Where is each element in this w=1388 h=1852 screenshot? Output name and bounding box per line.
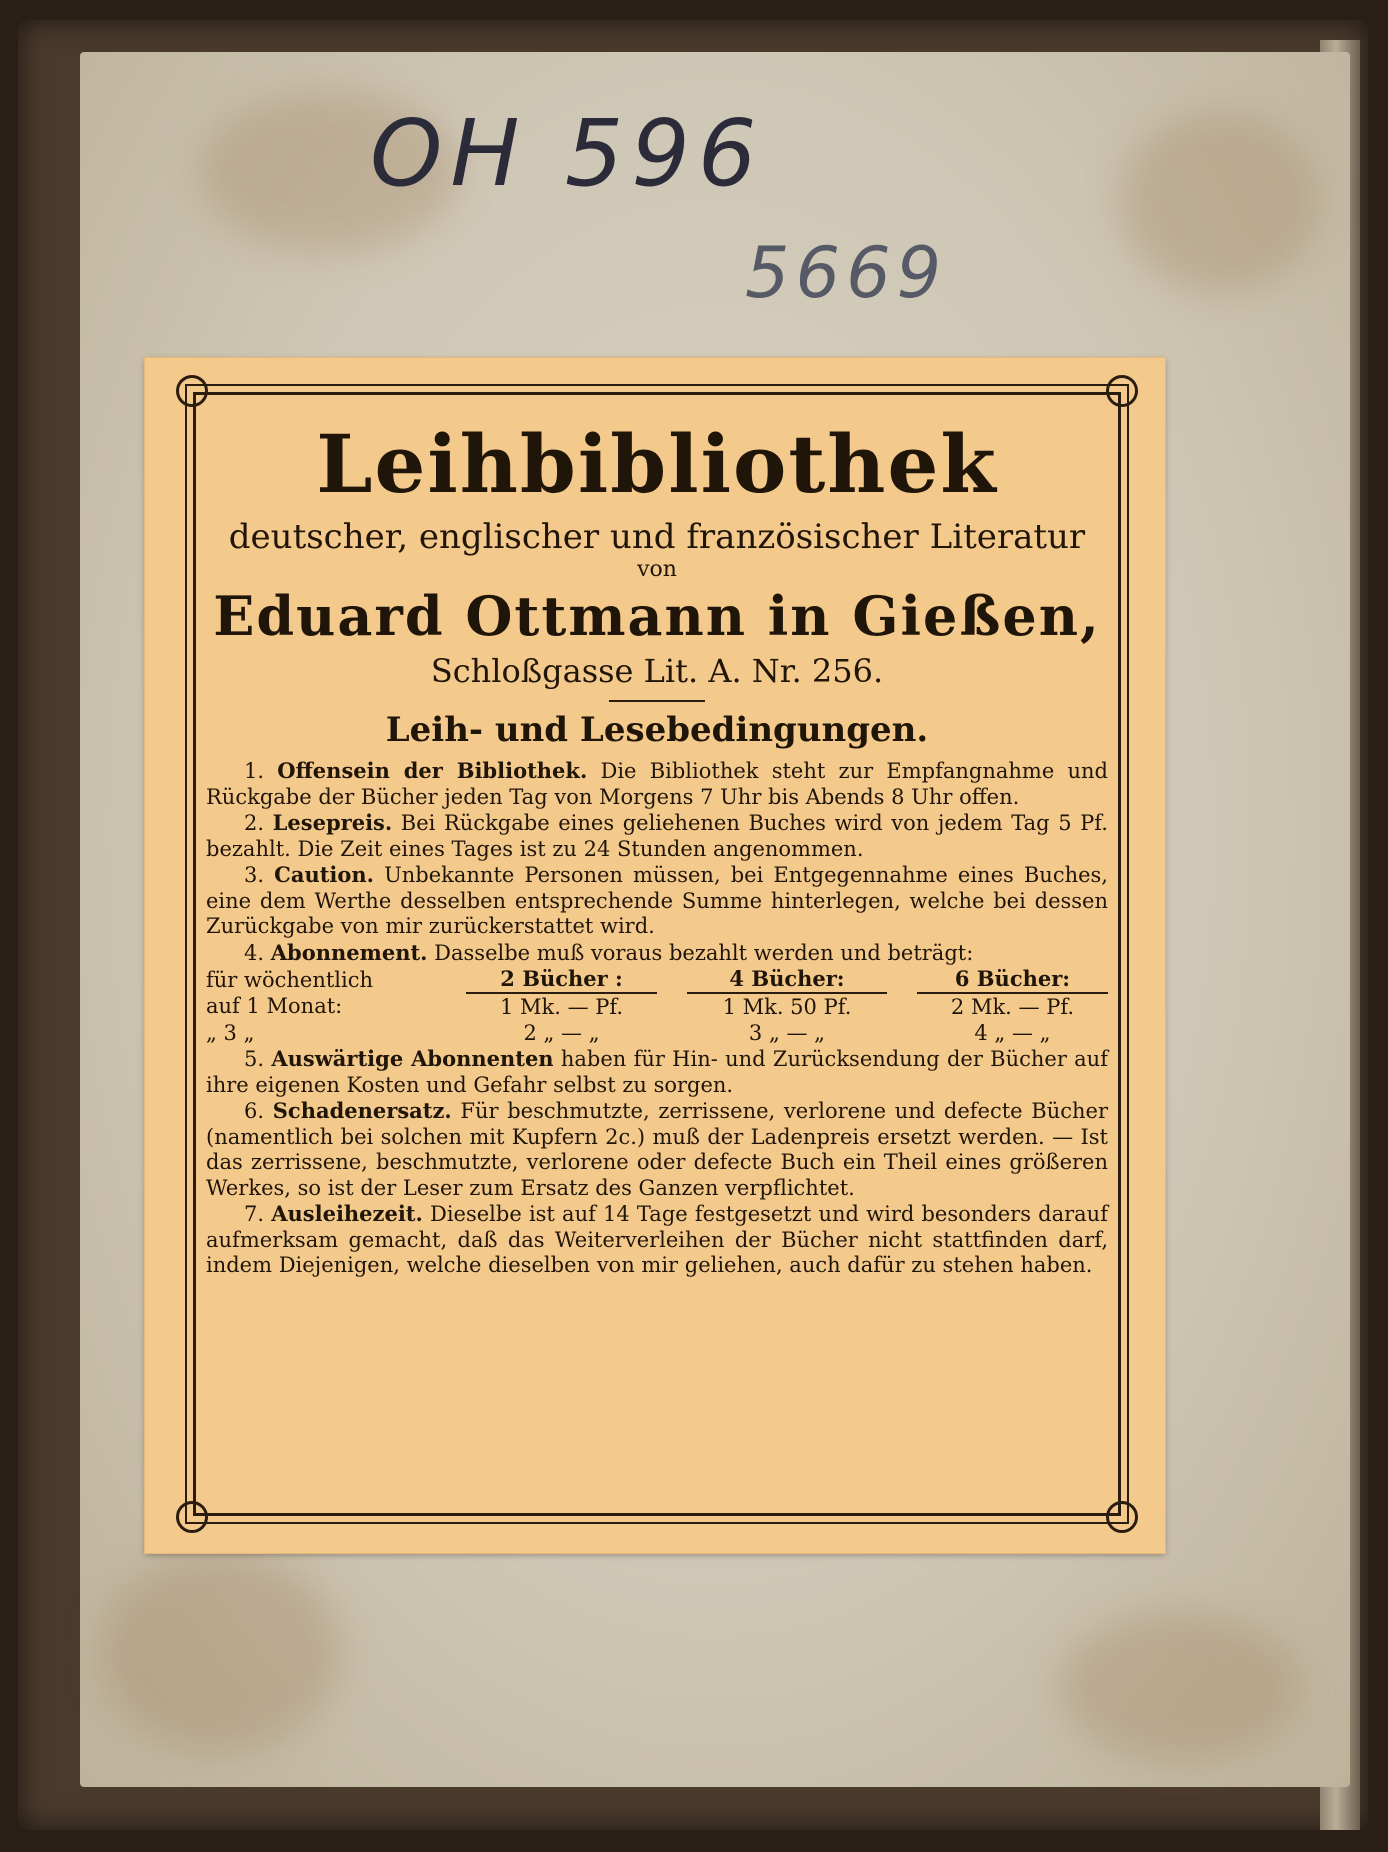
fee-cell: 4 „ — „ — [974, 1021, 1051, 1045]
handwritten-accession-number: 5669 — [745, 232, 948, 314]
fee-table-column-header: 2 Bücher : — [466, 966, 657, 993]
label-owner: Eduard Ottmann in Gießen, — [213, 584, 1101, 648]
paper-stain — [1060, 1612, 1300, 1762]
fee-table-column-header: 6 Bücher: — [917, 966, 1108, 993]
subscription-fee-table — [206, 966, 1108, 1046]
library-label — [145, 358, 1165, 1553]
table-row — [206, 1020, 1108, 1046]
conditions-heading: Leih- und Lesebedingungen. — [385, 710, 929, 750]
fee-cell: 2 „ — „ — [523, 1021, 600, 1045]
condition-section-4: 4. Abonnement. Dasselbe muß voraus bezahlt werden und beträgt: — [244, 939, 974, 965]
frame-corner-ornament — [176, 375, 208, 407]
condition-section-6: 6. Schadenersatz. Für beschmutzte, zerrissene, verlorene und defecte Bücher (namentlich bei solchen mit Kupfern 2c.) muß der Ladenpreis ersetzt werden. — Ist das zerrissene, beschmutzte, verlorene oder defecte Buch ein Theil eines größeren Werkes, so ist der Leser zum Ersatz des Ganzen verpflichtet. — [206, 1098, 1108, 1200]
fee-cell: 1 Mk. 50 Pf. — [722, 995, 852, 1019]
frame-corner-ornament — [1106, 1501, 1138, 1533]
label-von: von — [637, 557, 677, 582]
condition-section-5: 5. Auswärtige Abonnenten haben für Hin- und Zurücksendung der Bücher auf ihre eigenen Kosten und Gefahr selbst zu sorgen. — [206, 1046, 1108, 1097]
fee-cell: 3 „ — „ — [748, 1021, 826, 1045]
paper-stain — [1120, 112, 1320, 292]
fee-row-label: „ 3 „ — [206, 1021, 255, 1045]
paper-stain — [100, 1552, 340, 1752]
frame-corner-ornament — [176, 1501, 208, 1533]
divider-rule — [609, 700, 705, 702]
fee-cell: 1 Mk. — Pf. — [499, 995, 624, 1019]
label-content — [206, 413, 1108, 1279]
label-subtitle: deutscher, englischer und französischer Literatur — [228, 517, 1086, 557]
handwritten-shelfmark: OH 596 — [370, 100, 765, 207]
label-title: Leihbibliothek — [316, 417, 998, 511]
table-row — [206, 993, 1108, 1020]
fee-table-column-header: 4 Bücher: — [687, 966, 887, 993]
condition-section-7: 7. Ausleihezeit. Dieselbe ist auf 14 Tage festgesetzt und wird besonders darauf aufmerksam gemacht, daß das Weiterverleihen der Bücher nicht stattfinden darf, indem Diejenigen, welche dieselben von mir geliehen, auch dafür zu stehen haben. — [206, 1201, 1108, 1277]
condition-section-1: 1. Offensein der Bibliothek. Die Bibliothek steht zur Empfangnahme und Rückgabe der Bücher jeden Tag von Morgens 7 Uhr bis Abends 8 Uhr offen. — [206, 758, 1108, 809]
fee-row-label: auf 1 Monat: — [206, 994, 343, 1018]
frame-corner-ornament — [1106, 375, 1138, 407]
ornamental-frame — [193, 392, 1121, 1516]
fee-table-lead: für wöchentlich — [206, 967, 374, 992]
condition-section-2: 2. Lesepreis. Bei Rückgabe eines geliehenen Buches wird von jedem Tag 5 Pf. bezahlt. Die Zeit eines Tages ist zu 24 Stunden angenommen. — [206, 810, 1108, 861]
label-address: Schloßgasse Lit. A. Nr. 256. — [430, 652, 884, 690]
condition-section-3: 3. Caution. Unbekannte Personen müssen, bei Entgegennahme eines Buches, eine dem Werthe desselben entsprechende Summe hinterlegen, welche bei dessen Zurückgabe von mir zurückerstattet wird. — [206, 862, 1108, 938]
fee-cell: 2 Mk. — Pf. — [950, 995, 1075, 1019]
